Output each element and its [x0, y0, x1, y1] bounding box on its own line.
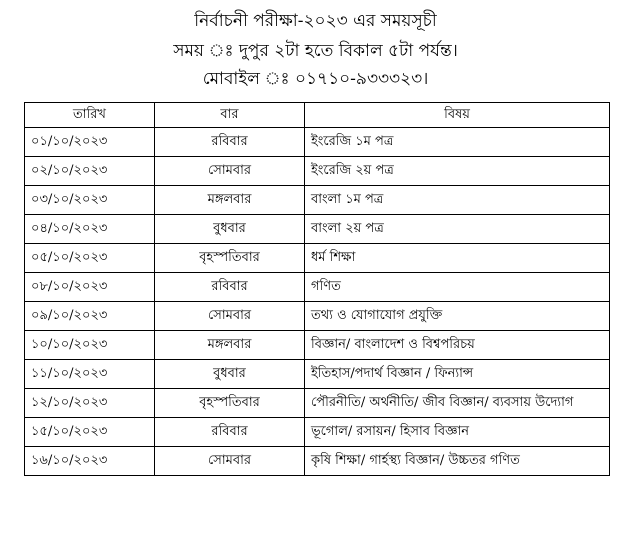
cell-date: ১৫/১০/২০২৩	[25, 418, 155, 447]
cell-subject: ধর্ম শিক্ষা	[305, 244, 610, 273]
cell-day: সোমবার	[155, 447, 305, 476]
contact-mobile: মোবাইল ঃ ০১৭১০-৯৩৩৩২৩।	[202, 69, 429, 89]
cell-date: ০৩/১০/২০২৩	[25, 186, 155, 215]
table-row	[25, 389, 610, 418]
cell-day: মঙ্গলবার	[155, 186, 305, 215]
exam-title: নির্বাচনী পরীক্ষা-২০২৩ এর সময়সূচী	[194, 11, 437, 31]
table-row	[25, 157, 610, 186]
cell-subject: ইংরেজি ২য় পত্র	[305, 157, 610, 186]
cell-date: ০৫/১০/২০২৩	[25, 244, 155, 273]
cell-subject: পৌরনীতি/ অর্থনীতি/ জীব বিজ্ঞান/ ব্যবসায় উদ্যোগ	[305, 389, 610, 418]
cell-day: সোমবার	[155, 157, 305, 186]
table-row	[25, 302, 610, 331]
table-row	[25, 360, 610, 389]
cell-date: ১২/১০/২০২৩	[25, 389, 155, 418]
table-row	[25, 418, 610, 447]
cell-day: বৃহস্পতিবার	[155, 389, 305, 418]
cell-day: রবিবার	[155, 273, 305, 302]
column-header-date: তারিখ	[25, 103, 155, 128]
cell-date: ০২/১০/২০২৩	[25, 157, 155, 186]
table-header-row	[25, 103, 610, 128]
cell-day: মঙ্গলবার	[155, 331, 305, 360]
cell-subject: তথ্য ও যোগাযোগ প্রযুক্তি	[305, 302, 610, 331]
cell-date: ১৬/১০/২০২৩	[25, 447, 155, 476]
exam-schedule-table	[24, 102, 610, 476]
column-header-subject: বিষয়	[305, 103, 610, 128]
cell-day: বুধবার	[155, 360, 305, 389]
cell-day: রবিবার	[155, 128, 305, 157]
cell-date: ০১/১০/২০২৩	[25, 128, 155, 157]
cell-subject: বিজ্ঞান/ বাংলাদেশ ও বিশ্বপরিচয়	[305, 331, 610, 360]
table-row	[25, 244, 610, 273]
cell-subject: কৃষি শিক্ষা/ গার্হস্থ্য বিজ্ঞান/ উচ্চতর গণিত	[305, 447, 610, 476]
cell-subject: ইংরেজি ১ম পত্র	[305, 128, 610, 157]
cell-day: রবিবার	[155, 418, 305, 447]
cell-subject: ইতিহাস/পদার্থ বিজ্ঞান / ফিন্যান্স	[305, 360, 610, 389]
table-row	[25, 186, 610, 215]
cell-subject: বাংলা ২য় পত্র	[305, 215, 610, 244]
cell-date: ১০/১০/২০২৩	[25, 331, 155, 360]
exam-time: সময় ঃ দুপুর ২টা হতে বিকাল ৫টা পর্যন্ত।	[173, 41, 458, 61]
cell-subject: ভূগোল/ রসায়ন/ হিসাব বিজ্ঞান	[305, 418, 610, 447]
cell-day: সোমবার	[155, 302, 305, 331]
cell-subject: গণিত	[305, 273, 610, 302]
cell-subject: বাংলা ১ম পত্র	[305, 186, 610, 215]
table-row	[25, 215, 610, 244]
cell-day: বুধবার	[155, 215, 305, 244]
cell-date: ১১/১০/২০২৩	[25, 360, 155, 389]
column-header-day: বার	[155, 103, 305, 128]
cell-date: ০৪/১০/২০২৩	[25, 215, 155, 244]
table-row	[25, 447, 610, 476]
cell-date: ০৮/১০/২০২৩	[25, 273, 155, 302]
table-row	[25, 331, 610, 360]
cell-date: ০৯/১০/২০২৩	[25, 302, 155, 331]
cell-day: বৃহস্পতিবার	[155, 244, 305, 273]
table-row	[25, 128, 610, 157]
table-row	[25, 273, 610, 302]
